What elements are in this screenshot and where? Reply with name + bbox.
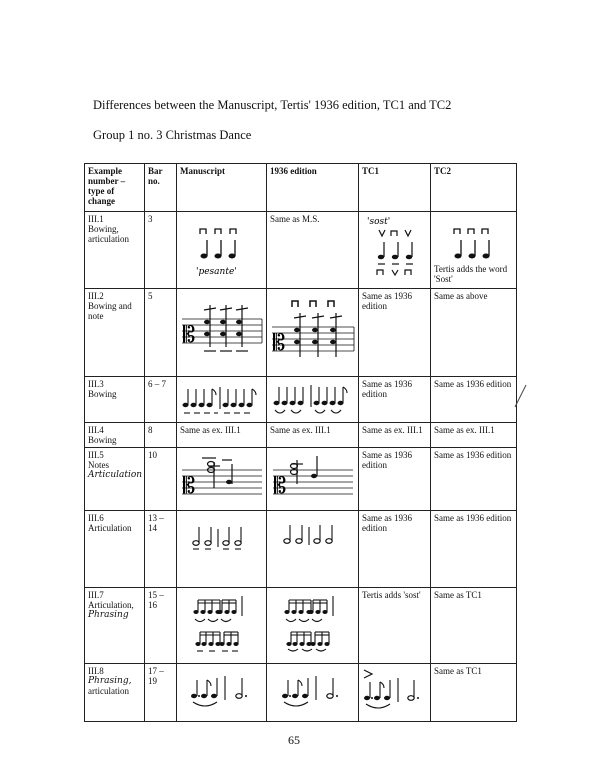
handwritten-annotation: Phrasing, <box>88 676 132 687</box>
manuscript-cell: Same as ex. III.1 <box>177 423 267 448</box>
music-notation-figure <box>362 666 428 712</box>
table-row <box>85 588 517 664</box>
music-staff-figure <box>180 301 264 361</box>
example-id: III.6 <box>88 513 104 524</box>
bar-cell: 15 – 16 <box>145 588 177 664</box>
music-notation-figure <box>278 670 348 710</box>
example-cell <box>85 511 145 588</box>
page-heading: Differences between the Manuscript, Tertis' 1936 edition, TC1 and TC2 <box>93 98 452 112</box>
margin-pencil-mark <box>512 383 528 409</box>
music-staff-figure <box>180 454 264 504</box>
tc1-cell <box>359 212 431 289</box>
music-notation-figure <box>182 218 262 280</box>
example-id: III.8 <box>88 666 104 677</box>
handwritten-annotation: Articulation <box>88 470 143 481</box>
alto-clef-icon: 𝄡 <box>273 331 286 356</box>
example-type: Bowing <box>88 435 117 446</box>
example-id: III.1 <box>88 214 104 224</box>
header-tc2: TC2 <box>431 164 517 212</box>
bar-cell: 10 <box>145 448 177 511</box>
tc1-cell: Same as 1936 edition <box>359 511 431 588</box>
comparison-table <box>84 163 517 722</box>
header-row <box>85 164 517 212</box>
manuscript-cell <box>177 289 267 377</box>
tc2-cell: Same as TC1 <box>431 588 517 664</box>
music-notation-figure <box>192 592 252 654</box>
example-cell <box>85 377 145 423</box>
bar-cell: 8 <box>145 423 177 448</box>
header-example: Example number – type of change <box>85 164 145 212</box>
music-notation-figure <box>187 670 257 710</box>
ed1936-cell <box>267 664 359 722</box>
music-notation-figure <box>283 592 343 654</box>
manuscript-cell <box>177 511 267 588</box>
example-cell <box>85 664 145 722</box>
example-type: articulation <box>88 686 129 697</box>
example-type: Bowing <box>88 389 117 400</box>
example-type: Notes <box>88 460 109 471</box>
ed1936-cell <box>267 588 359 664</box>
manuscript-cell <box>177 588 267 664</box>
example-type: Bowing, articulation <box>88 224 129 245</box>
music-staff-figure <box>271 454 355 504</box>
tc1-cell: Same as 1936 edition <box>359 289 431 377</box>
table-row <box>85 212 517 289</box>
ed1936-cell <box>267 511 359 588</box>
example-type: Articulation, <box>88 600 134 611</box>
example-id: III.4 <box>88 425 104 435</box>
example-cell <box>85 448 145 511</box>
page-number: 65 <box>288 733 300 747</box>
tc1-cell: Same as 1936 edition <box>359 377 431 423</box>
table-row <box>85 423 517 448</box>
ed1936-cell <box>267 377 359 423</box>
music-notation-figure <box>271 383 355 419</box>
tc2-cell: Same as 1936 edition <box>431 511 517 588</box>
bar-cell: 17 – 19 <box>145 664 177 722</box>
tc2-cell <box>431 212 517 289</box>
example-cell <box>85 588 145 664</box>
manuscript-cell <box>177 212 267 289</box>
ed1936-cell: Same as ex. III.1 <box>267 423 359 448</box>
music-notation-figure <box>180 383 264 417</box>
header-bar: Bar no. <box>145 164 177 212</box>
tc2-cell: Same as ex. III.1 <box>431 423 517 448</box>
tc2-note: Tertis adds the word 'Sost' <box>434 264 508 285</box>
table-row <box>85 448 517 511</box>
handwritten-annotation: 'sost' <box>366 217 390 227</box>
alto-clef-icon: 𝄡 <box>273 474 286 500</box>
tc1-cell: Same as 1936 edition <box>359 448 431 511</box>
bar-cell: 13 – 14 <box>145 511 177 588</box>
bar-cell: 5 <box>145 289 177 377</box>
example-id: III.3 <box>88 379 104 389</box>
tc2-cell: Same as TC1 <box>431 664 517 722</box>
example-id: III.5 <box>88 450 104 461</box>
ed1936-cell: Same as M.S. <box>267 212 359 289</box>
manuscript-cell <box>177 664 267 722</box>
table-row <box>85 511 517 588</box>
table-row <box>85 377 517 423</box>
handwritten-annotation: 'pesante' <box>195 267 237 277</box>
bar-cell: 3 <box>145 212 177 289</box>
music-notation-figure <box>363 214 427 282</box>
tc1-cell <box>359 664 431 722</box>
tc2-cell: Same as above <box>431 289 517 377</box>
header-1936-edition: 1936 edition <box>267 164 359 212</box>
alto-clef-icon: 𝄡 <box>183 323 196 348</box>
tc1-cell: Same as ex. III.1 <box>359 423 431 448</box>
tc2-cell: Same as 1936 edition <box>431 377 517 423</box>
ed1936-cell <box>267 289 359 377</box>
example-cell <box>85 423 145 448</box>
example-id: III.2 <box>88 291 104 301</box>
ed1936-cell <box>267 448 359 511</box>
example-type: Bowing and note <box>88 301 132 322</box>
tc1-cell: Tertis adds 'sost' <box>359 588 431 664</box>
music-staff-figure <box>270 295 356 367</box>
page-subheading: Group 1 no. 3 Christmas Dance <box>93 128 252 142</box>
example-type: Articulation <box>88 523 132 534</box>
example-cell <box>85 212 145 289</box>
music-notation-figure <box>187 523 257 553</box>
handwritten-annotation: Phrasing <box>88 610 129 621</box>
alto-clef-icon: 𝄡 <box>183 474 196 500</box>
header-manuscript: Manuscript <box>177 164 267 212</box>
table-row <box>85 289 517 377</box>
tc2-cell: Same as 1936 edition <box>431 448 517 511</box>
bar-cell: 6 – 7 <box>145 377 177 423</box>
manuscript-cell <box>177 448 267 511</box>
header-tc1: TC1 <box>359 164 431 212</box>
accent-icon <box>364 670 372 678</box>
manuscript-cell <box>177 377 267 423</box>
example-id: III.7 <box>88 590 104 601</box>
table-row <box>85 664 517 722</box>
music-notation-figure <box>444 224 504 264</box>
music-notation-figure <box>278 521 348 551</box>
example-cell <box>85 289 145 377</box>
